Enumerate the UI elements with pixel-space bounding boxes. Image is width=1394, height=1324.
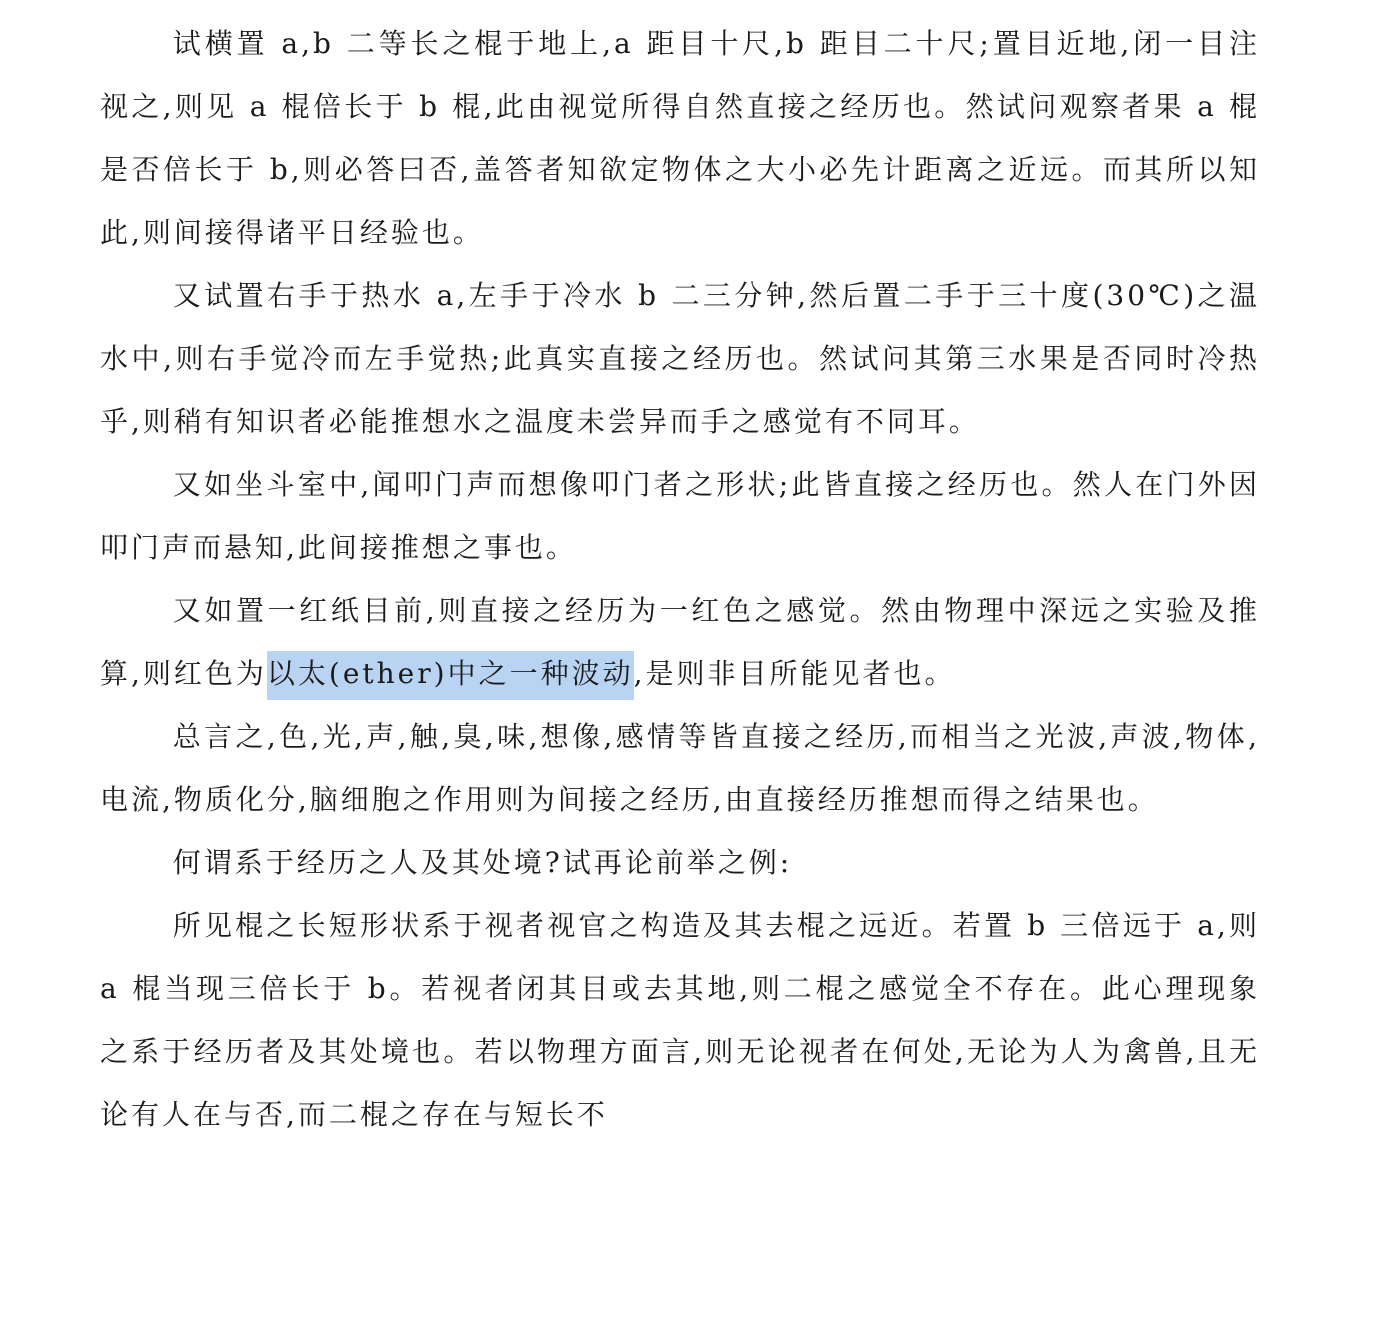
paragraph-1[interactable]: 试横置 a,b 二等长之棍于地上,a 距目十尺,b 距目二十尺;置目近地,闭一目注视之,则见 a 棍倍长于 b 棍,此由视觉所得自然直接之经历也。然试问观察者果 a 棍是否倍长于 b,则必答曰否,盖答者知欲定物体之大小必先计距离之近远。而其所以知此,则间接得诸平日经验也。 — [100, 27, 1260, 249]
paragraph-4[interactable] — [100, 579, 1260, 705]
paragraph-4-before: 又如置一红纸目前,则直接之经历为一红色之感觉。然由物理中深远之实验及推算,则红色为 — [100, 594, 1260, 690]
text-selection-highlight[interactable]: 以太(ether)中之一种波动 — [267, 651, 634, 700]
paragraph-6[interactable]: 何谓系于经历之人及其处境?试再论前举之例: — [172, 846, 793, 879]
paragraph-4-after: ,是则非目所能见者也。 — [633, 657, 956, 690]
paragraph-7[interactable]: 所见棍之长短形状系于视者视官之构造及其去棍之远近。若置 b 三倍远于 a,则 a 棍当现三倍长于 b。若视者闭其目或去其地,则二棍之感觉全不存在。此心理现象之系于经历者及其处境也。若以物理方面言,则无论视者在何处,无论为人为禽兽,且无论有人在与否,而二棍之存在与短长不 — [100, 909, 1260, 1131]
paragraph-2[interactable]: 又试置右手于热水 a,左手于冷水 b 二三分钟,然后置二手于三十度(30℃)之温水中,则右手觉冷而左手觉热;此真实直接之经历也。然试问其第三水果是否同时冷热乎,则稍有知识者必能推想水之温度未尝异而手之感觉有不同耳。 — [100, 279, 1260, 438]
document-text — [100, 12, 1260, 1146]
paragraph-3[interactable]: 又如坐斗室中,闻叩门声而想像叩门者之形状;此皆直接之经历也。然人在门外因叩门声而悬知,此间接推想之事也。 — [100, 468, 1260, 564]
paragraph-5[interactable]: 总言之,色,光,声,触,臭,味,想像,感情等皆直接之经历,而相当之光波,声波,物体,电流,物质化分,脑细胞之作用则为间接之经历,由直接经历推想而得之结果也。 — [100, 720, 1260, 816]
